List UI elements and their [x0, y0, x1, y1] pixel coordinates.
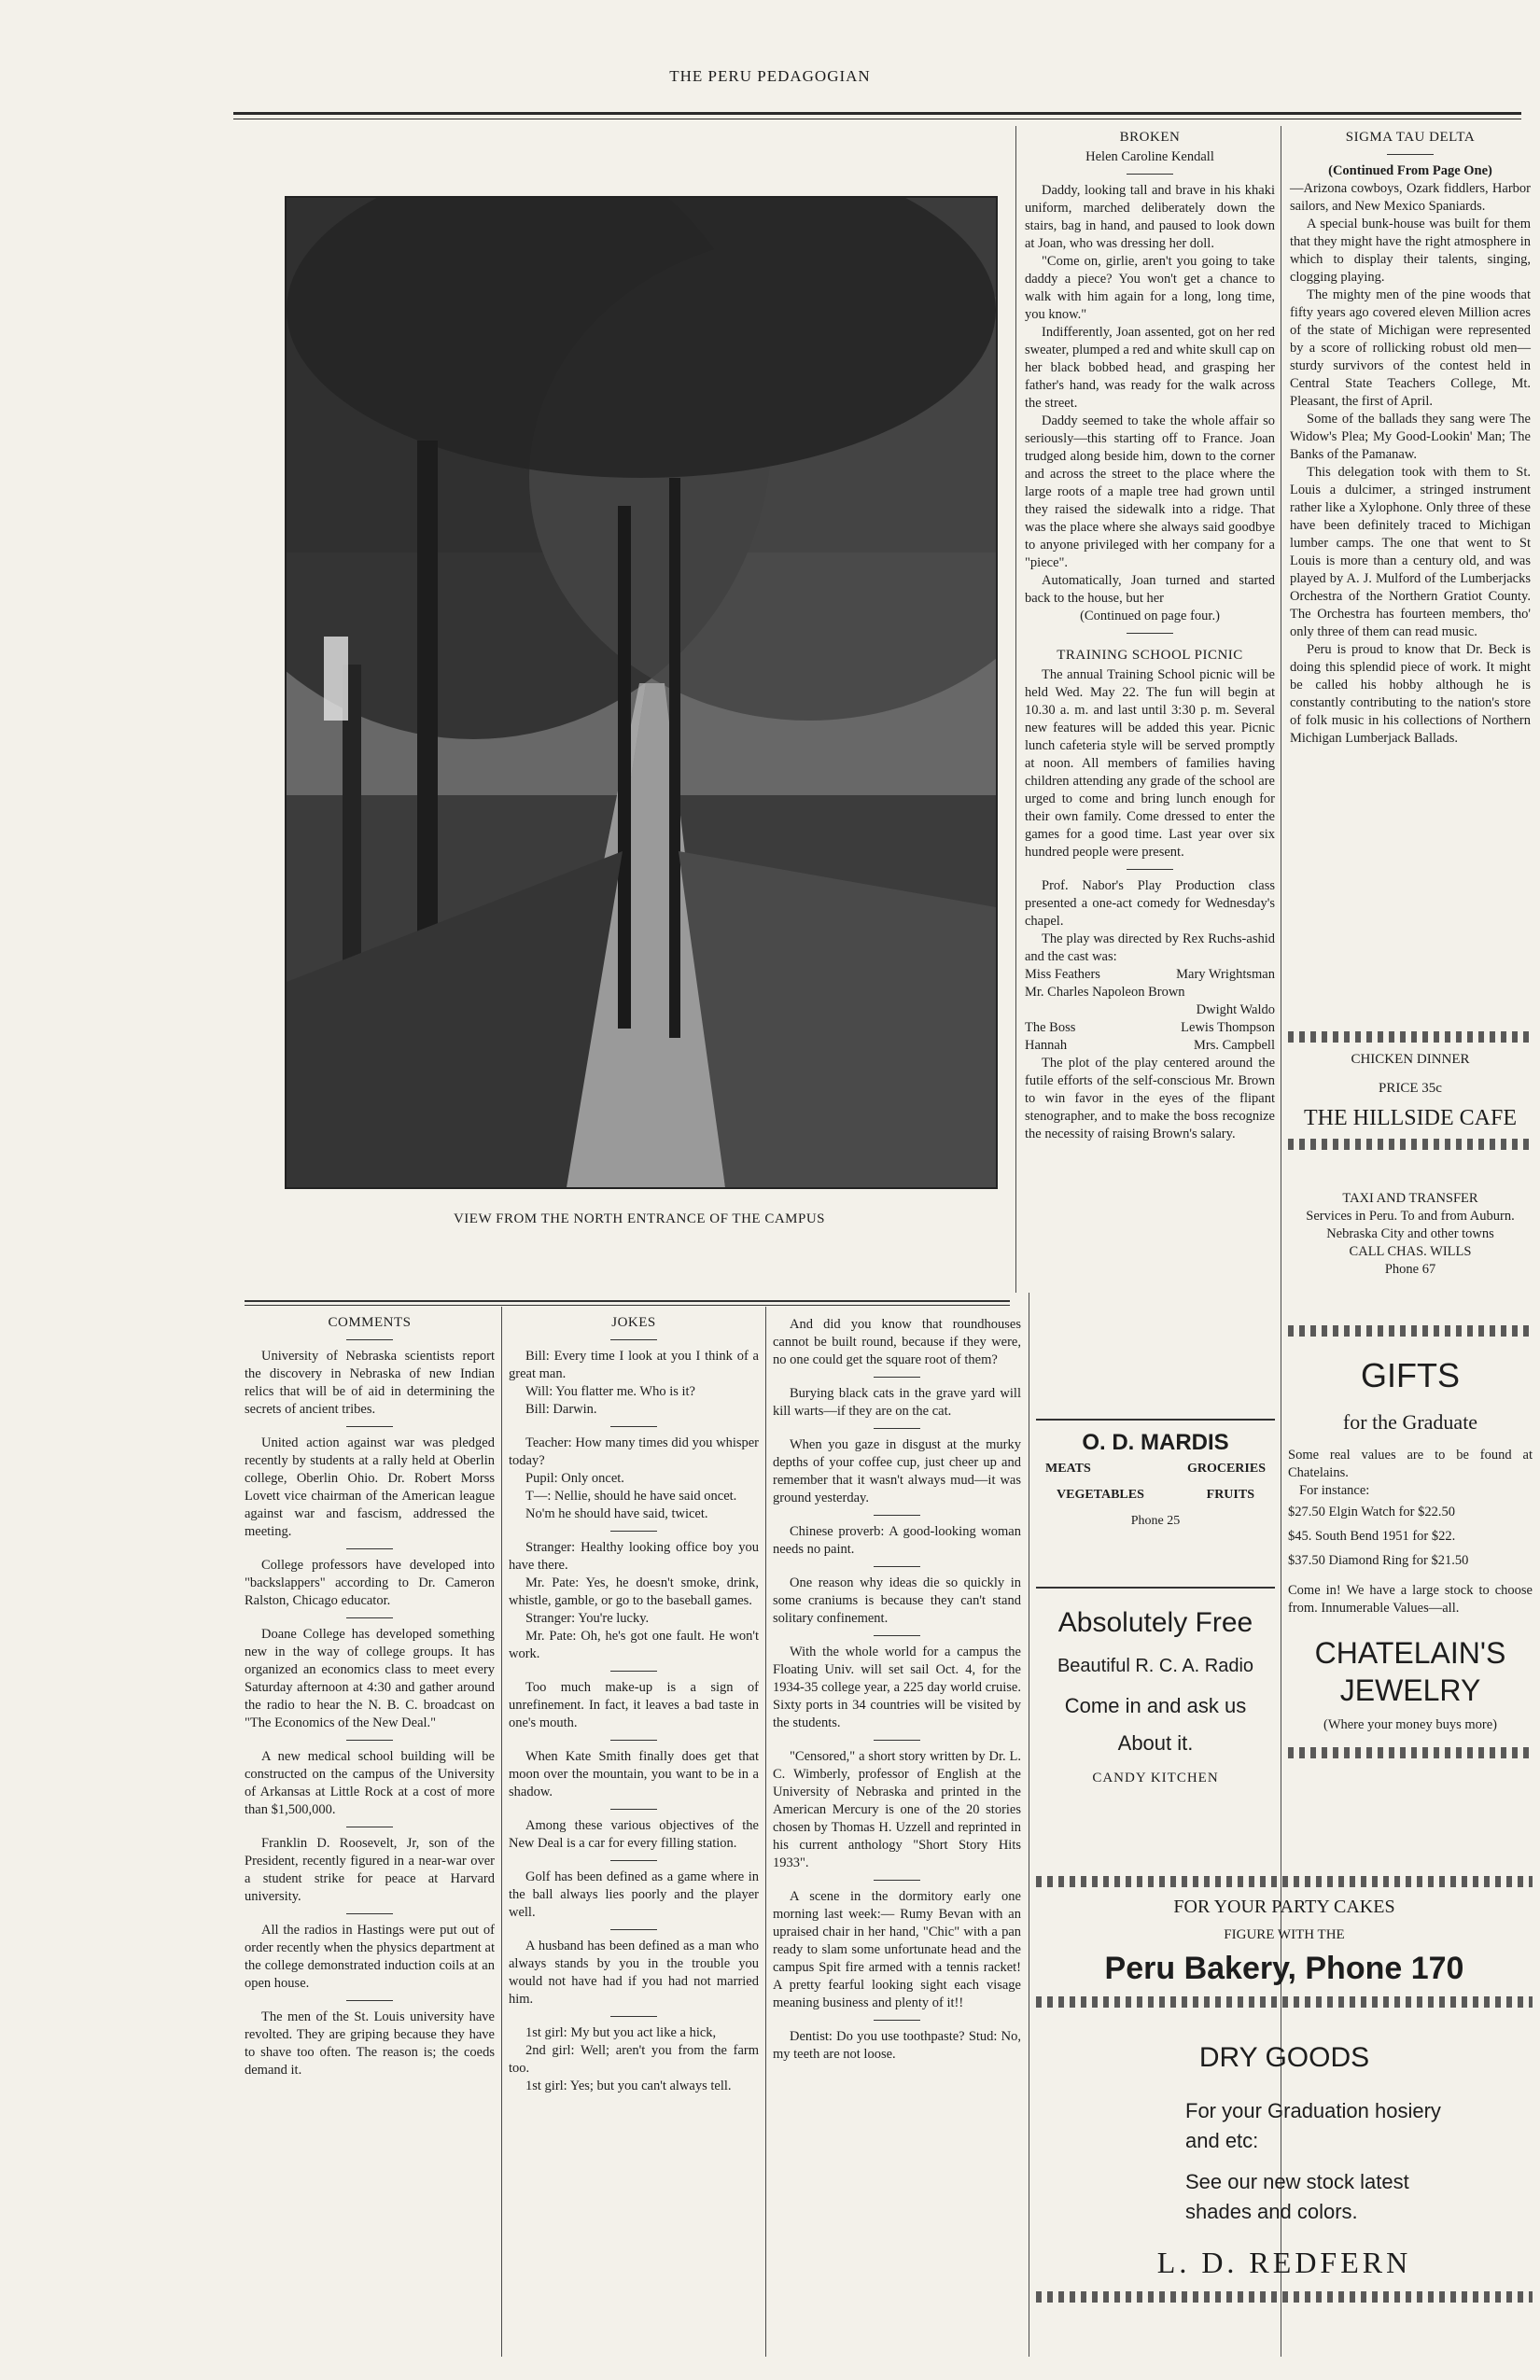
- joke-line: Teacher: How many times did you whisper today?: [509, 1435, 759, 1468]
- misc-item: And did you know that roundhouses cannot be built round, because if they were, no one could get the square root of them?: [773, 1317, 1021, 1367]
- ad-border-pattern: [1036, 1996, 1533, 2008]
- misc-item: Dentist: Do you use toothpaste? Stud: No, my teeth are not loose.: [773, 2029, 1021, 2062]
- broken-paragraph: Indifferently, Joan assented, got on her red sweater, plumped a red and white skull cap on her black bobbed head, and grasping her father's hand, was ready for the walk across the street.: [1025, 325, 1275, 411]
- divider: [610, 2016, 657, 2017]
- cast-row: Mr. Charles Napoleon Brown: [1025, 985, 1185, 1000]
- ad-border: [1036, 1419, 1275, 1421]
- gifts-item: $45. South Bend 1951 for $22.: [1288, 1529, 1456, 1544]
- joke-line: Stranger: Healthy looking office boy you have there.: [509, 1540, 759, 1573]
- play-intro: Prof. Nabor's Play Production class presented a one-act comedy for Wednesday's chapel.: [1025, 878, 1275, 929]
- broken-paragraph: Daddy seemed to take the whole affair so seriously—this starting off to France. Joan trudged along beside him, down to the corner and across the street to the place where the large roots of a maple tree had grown until they raised the sidewalk into a ridge. That was the place where she always said goodbye to anyone privileged with her company for a "piece".: [1025, 413, 1275, 570]
- divider: [610, 1671, 657, 1672]
- divider: [874, 1635, 920, 1636]
- picnic-title: TRAINING SCHOOL PICNIC: [1057, 648, 1243, 663]
- broken-paragraph: Daddy, looking tall and brave in his khaki uniform, marched deliberately down the stairs, bag in hand, and paused to look down at Joan, who was dressing her doll.: [1025, 183, 1275, 251]
- comment-item: All the radios in Hastings were put out of order recently when the physics department at the college demonstrated induction coils at an open house.: [245, 1923, 495, 1991]
- ad-border-pattern: [1036, 1876, 1533, 1887]
- misc-item: A scene in the dormitory early one morning last week:— Rumy Bevan with an upraised chair in her hand, "Chic" with a pan ready to slam some unfortunate head and the campus Spit fire armed with a tennis racket! A pretty fearful looking sight each visage meaning business and plenty of it!!: [773, 1889, 1021, 2010]
- joke-line: Golf has been defined as a game where in the ball always lies poorly and the player well.: [509, 1869, 759, 1920]
- ad-border-pattern: [1288, 1325, 1533, 1337]
- column-rule: [765, 1307, 766, 2357]
- radio-item: Beautiful R. C. A. Radio: [1057, 1656, 1254, 1676]
- joke-line: Pupil: Only oncet.: [525, 1471, 624, 1486]
- comment-item: A new medical school building will be constructed on the campus of the University of Arkansas at Little Rock at a cost of more than $1,500,000.: [245, 1749, 495, 1817]
- joke-line: Stranger: You're lucky.: [525, 1611, 650, 1626]
- broken-paragraph: Automatically, Joan turned and started back to the house, but her: [1025, 573, 1275, 606]
- drygoods-name: L. D. REDFERN: [1156, 2246, 1412, 2279]
- bakery-line1: FOR YOUR PARTY CAKES: [1173, 1897, 1395, 1917]
- mardis-name: O. D. MARDIS: [1082, 1430, 1229, 1455]
- ad-border-pattern: [1288, 1139, 1533, 1150]
- joke-line: Bill: Darwin.: [525, 1402, 597, 1417]
- ad-border-pattern: [1288, 1747, 1533, 1758]
- comment-item: University of Nebraska scientists report the discovery in Nebraska of new Indian relics that will be of aid in determining the secrets of ancient tribes.: [245, 1349, 495, 1417]
- ad-border: [1036, 1587, 1275, 1589]
- drygoods-title: DRY GOODS: [1198, 2042, 1370, 2073]
- masthead-rule: [233, 112, 1521, 115]
- comments-column: [245, 1314, 495, 2079]
- column-rule: [501, 1307, 502, 2357]
- misc-item: "Censored," a short story written by Dr. L. C. Wimberly, professor of English at the University of Nebraska and printed in the American Mercury is one of the 20 stories chosen by Thomas H. Uzzell and reprinted in his current anthology "Short Story Hits 1933".: [773, 1749, 1021, 1870]
- divider: [610, 1929, 657, 1930]
- joke-line: Mr. Pate: Oh, he's got one fault. He won't work.: [509, 1629, 759, 1661]
- gifts-tagline: (Where your money buys more): [1323, 1717, 1498, 1732]
- column-rule: [1015, 126, 1016, 1293]
- divider: [346, 1426, 393, 1427]
- sigma-paragraph: Peru is proud to know that Dr. Beck is doing this splendid piece of work. It might be called his hobby although he is constantly contributing to the nation's store of folk music in his collections of Northern Michigan Lumberjack Ballads.: [1290, 642, 1531, 746]
- drygoods-ad: [1036, 2025, 1533, 2303]
- broken-title: BROKEN: [1119, 130, 1181, 145]
- gifts-subtitle: for the Graduate: [1342, 1410, 1478, 1434]
- divider: [346, 2000, 393, 2001]
- divider: [346, 1617, 393, 1618]
- sigma-paragraph: This delegation took with them to St. Louis a dulcimer, a stringed instrument rather like a Xylophone. Only three of these have been definitely traced to Michigan lumber camps. The one that went to St Louis is more than a century old, and was played by A. J. Mulford of the Lumberjacks Orchestra of the Northern Gratiot County. The Orchestra has fourteen members, tho' only three of them can read music.: [1290, 465, 1531, 639]
- misc-item: Chinese proverb: A good-looking woman needs no paint.: [773, 1524, 1021, 1557]
- cast-row: The Boss Lewis Thompson: [1025, 1020, 1275, 1035]
- misc-item: When you gaze in disgust at the murky depths of your coffee cup, just cheer up and remember that it wasn't always mud—it was ground yesterday.: [773, 1437, 1021, 1505]
- comments-title: COMMENTS: [328, 1315, 412, 1330]
- picnic-body: The annual Training School picnic will be held Wed. May 22. The fun will begin at 10.30 a. m. and last until 3:30 p. m. Several new features will be added this year. Picnic lunch cafeteria style will be served promptly at noon. All members of families having children attending any grade of the school are urged to come and bring lunch enough for their own family. Come dressed to enter the games for a good time. Last year over six hundred people were present.: [1025, 667, 1275, 860]
- cast-row-actor: Dwight Waldo: [1196, 1002, 1275, 1017]
- sigma-title: SIGMA TAU DELTA: [1345, 130, 1476, 145]
- broken-byline: Helen Caroline Kendall: [1085, 149, 1214, 164]
- mardis-phone: Phone 25: [1130, 1514, 1181, 1528]
- joke-line: Mr. Pate: Yes, he doesn't smoke, drink, whistle, gamble, or go to the baseball games.: [509, 1575, 759, 1608]
- radio-shop: CANDY KITCHEN: [1092, 1771, 1219, 1785]
- misc-item: Burying black cats in the grave yard will kill warts—if they are on the cat.: [773, 1386, 1021, 1419]
- sigma-paragraph: The mighty men of the pine woods that fifty years ago covered eleven Million acres of the state of Michigan were represented by a score of rollicking robust old men—sturdy survivors of the contest held in Central State Teachers College, Mt. Pleasant, the first of April.: [1290, 287, 1531, 409]
- drygoods-line2: See our new stock latest shades and colors.: [1185, 2170, 1409, 2223]
- taxi-phone: Phone 67: [1384, 1262, 1436, 1277]
- joke-line: Too much make-up is a sign of unrefinement. In fact, it leaves a bad taste in one's mouth.: [509, 1680, 759, 1730]
- joke-line: Among these various objectives of the New Deal is a car for every filling station.: [509, 1818, 759, 1851]
- divider: [610, 1740, 657, 1741]
- taxi-title: TAXI AND TRANSFER: [1342, 1191, 1478, 1206]
- divider: [610, 1860, 657, 1861]
- taxi-call: CALL CHAS. WILLS: [1349, 1244, 1472, 1259]
- mardis-row: MEATS GROCERIES: [1045, 1462, 1266, 1476]
- campus-photo: [285, 196, 998, 1189]
- mardis-row: VEGETABLES FRUITS: [1057, 1488, 1254, 1502]
- misc-column: [773, 1316, 1021, 2064]
- play-directed: The play was directed by Rex Ruchs-ashid and the cast was:: [1025, 931, 1275, 964]
- gifts-item: $27.50 Elgin Watch for $22.50: [1288, 1505, 1455, 1519]
- joke-line: When Kate Smith finally does get that moon over the mountain, you want to be in a shadow.: [509, 1749, 759, 1799]
- section-rule-thin: [245, 1305, 1010, 1306]
- gifts-item: $37.50 Diamond Ring for $21.50: [1288, 1553, 1469, 1568]
- hillside-line1: CHICKEN DINNER: [1351, 1052, 1470, 1067]
- joke-line: 1st girl: Yes; but you can't always tell.: [525, 2079, 732, 2093]
- joke-line: Will: You flatter me. Who is it?: [525, 1384, 695, 1399]
- divider: [874, 1880, 920, 1881]
- sigma-continued: (Continued From Page One): [1328, 163, 1492, 178]
- section-rule: [245, 1300, 1010, 1302]
- divider: [874, 1740, 920, 1741]
- hillside-line2: PRICE 35c: [1379, 1081, 1442, 1096]
- bakery-ad: [1036, 1876, 1533, 2008]
- mardis-ad: [1036, 1419, 1275, 1573]
- ad-border-pattern: [1036, 2291, 1533, 2303]
- comment-item: Franklin D. Roosevelt, Jr, son of the President, recently figured in a near-war over a student strike for peace at Harvard university.: [245, 1836, 495, 1904]
- sigma-paragraph: —Arizona cowboys, Ozark fiddlers, Harbor sailors, and New Mexico Spaniards.: [1290, 181, 1531, 214]
- play-cast: [1025, 966, 1275, 1055]
- gifts-intro: Some real values are to be found at Chatelains.: [1288, 1448, 1533, 1480]
- radio-line1: Come in and ask us: [1064, 1694, 1247, 1717]
- divider: [1127, 869, 1173, 870]
- joke-line: 1st girl: My but you act like a hick,: [525, 2025, 717, 2040]
- jokes-title: JOKES: [611, 1315, 656, 1330]
- misc-item: With the whole world for a campus the Floating Univ. will set sail Oct. 4, for the 1934-35 college year, a 225 day world cruise. Sixty ports in 34 countries will be visited by the students.: [773, 1645, 1021, 1730]
- bakery-line2: FIGURE WITH THE: [1224, 1927, 1345, 1942]
- gifts-for-instance: For instance:: [1299, 1483, 1370, 1498]
- campus-photo-illustration: [287, 198, 996, 1187]
- taxi-body: Services in Peru. To and from Auburn. Nebraska City and other towns: [1306, 1209, 1515, 1241]
- divider: [346, 1913, 393, 1914]
- divider: [874, 1428, 920, 1429]
- divider: [1127, 633, 1173, 634]
- joke-line: 2nd girl: Well; aren't you from the farm too.: [509, 2043, 759, 2076]
- photo-caption: VIEW FROM THE NORTH ENTRANCE OF THE CAMPUS: [453, 1211, 826, 1226]
- hillside-cafe-ad: [1288, 1031, 1533, 1171]
- drygoods-line1: For your Graduation hosiery and etc:: [1185, 2099, 1441, 2152]
- joke-line: A husband has been defined as a man who always stands by you in the trouble you would not have had if you had not married him.: [509, 1939, 759, 2007]
- comment-item: Doane College has developed something new in the way of college groups. It has organized an economics class to meet every Saturday afternoon at 4:30 and gather around the radio to hear the N. B. C. broadcast on "The Economics of the New Deal.": [245, 1627, 495, 1730]
- broken-continued: (Continued on page four.): [1080, 609, 1220, 623]
- divider: [610, 1531, 657, 1532]
- divider: [874, 1515, 920, 1516]
- radio-ad: [1036, 1587, 1275, 1857]
- divider: [610, 1339, 657, 1340]
- gifts-ad: [1288, 1325, 1533, 1758]
- divider: [610, 1809, 657, 1810]
- misc-item: One reason why ideas die so quickly in some craniums is because they can't stand solitary confinement.: [773, 1575, 1021, 1626]
- comment-item: College professors have developed into "backslappers" according to Dr. Cameron Ralston, Chicago educator.: [245, 1558, 495, 1608]
- hillside-name: THE HILLSIDE CAFE: [1304, 1106, 1517, 1130]
- broken-paragraph: "Come on, girlie, aren't you going to take daddy a piece? You won't get a chance to walk with him again for a long, long time, you know.": [1025, 254, 1275, 322]
- joke-line: Bill: Every time I look at you I think of a great man.: [509, 1349, 759, 1381]
- masthead: THE PERU PEDAGOGIAN: [669, 67, 871, 85]
- radio-title: Absolutely Free: [1057, 1607, 1253, 1638]
- bakery-name: Peru Bakery, Phone 170: [1104, 1951, 1464, 1986]
- divider: [874, 1566, 920, 1567]
- joke-line: T—: Nellie, should he have said oncet.: [525, 1489, 737, 1504]
- broken-column: [1025, 129, 1275, 1143]
- sigma-paragraph: Some of the ballads they sang were The Widow's Plea; My Good-Lookin' Man; The Banks of the Pamanaw.: [1290, 412, 1531, 462]
- cast-row: Miss Feathers Mary Wrightsman: [1025, 967, 1275, 982]
- jokes-column: [509, 1314, 759, 2095]
- divider: [874, 1377, 920, 1378]
- taxi-ad: [1288, 1190, 1533, 1279]
- gifts-come-in: Come in! We have a large stock to choose from. Innumerable Values—all.: [1288, 1583, 1533, 1616]
- joke-line: No'm he should have said, twicet.: [525, 1506, 708, 1521]
- divider: [610, 1426, 657, 1427]
- divider: [1387, 154, 1434, 155]
- play-plot: The plot of the play centered around the futile efforts of the self-conscious Mr. Brown to win favor in the eyes of the flipant stenographer, and to make the boss recognize the necessity of raising Brown's salary.: [1025, 1056, 1275, 1141]
- gifts-title: GIFTS: [1361, 1356, 1460, 1394]
- comment-item: The men of the St. Louis university have revolted. They are griping because they have to shave too often. The reason is; the coeds demand it.: [245, 2009, 495, 2078]
- divider: [346, 1548, 393, 1549]
- divider: [346, 1339, 393, 1340]
- ad-border-pattern: [1288, 1031, 1533, 1043]
- radio-line2: About it.: [1117, 1731, 1194, 1755]
- sigma-column: [1290, 129, 1531, 748]
- cast-row: Hannah Mrs. Campbell: [1025, 1038, 1275, 1053]
- sigma-paragraph: A special bunk-house was built for them that they might have the right atmosphere in which to display their talents, singing, clogging playing.: [1290, 217, 1531, 285]
- comment-item: United action against war was pledged recently by students at a rally held at Oberlin college, Oberlin Ohio. Dr. Robert Morss Lovett vice chairman of the American league against war and fascism, addressed the meeting.: [245, 1435, 495, 1539]
- divider: [874, 2020, 920, 2021]
- divider: [1127, 174, 1173, 175]
- gifts-store: CHATELAIN'S JEWELRY: [1314, 1636, 1506, 1707]
- divider: [346, 1740, 393, 1741]
